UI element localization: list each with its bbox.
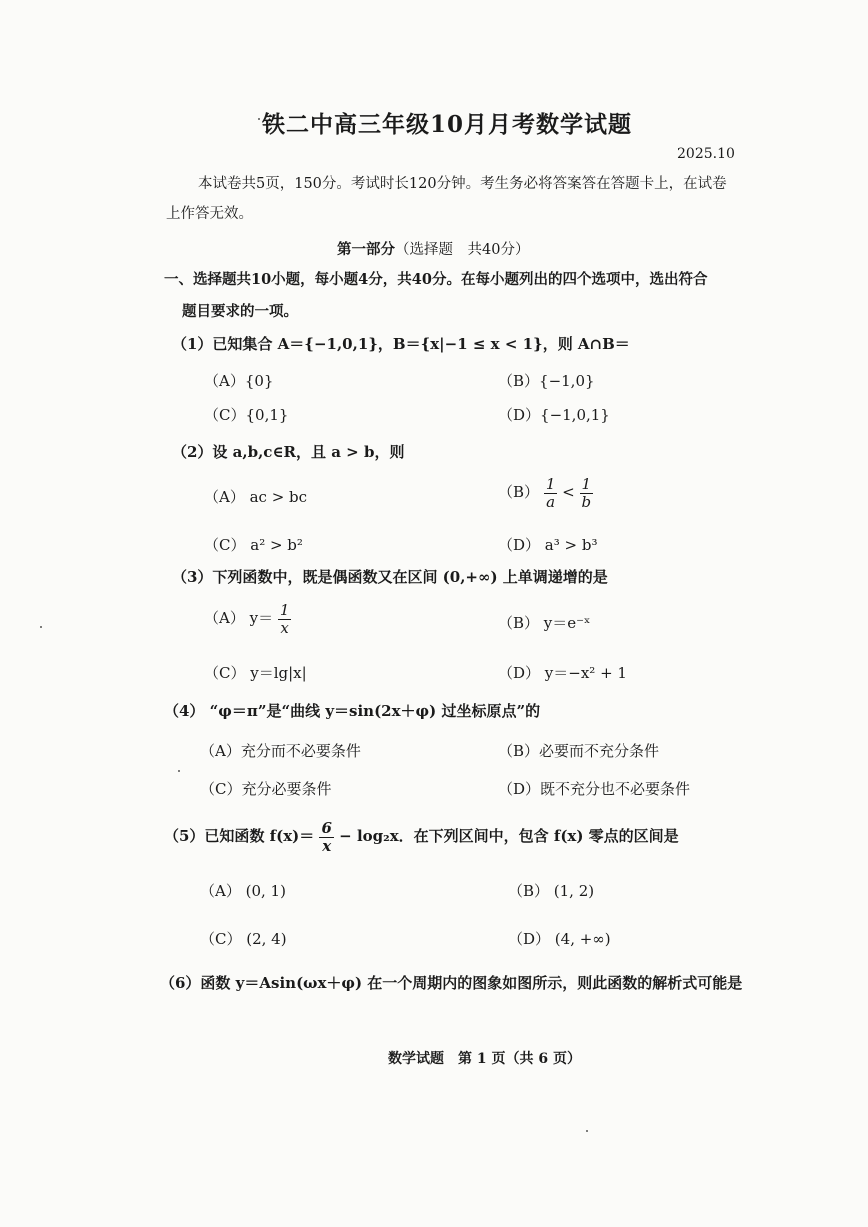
fraction-numerator: 1 bbox=[580, 476, 594, 494]
scan-speck bbox=[258, 118, 260, 120]
scan-speck bbox=[40, 626, 42, 628]
fraction-denominator: x bbox=[280, 618, 289, 637]
fraction-denominator: b bbox=[581, 492, 592, 511]
question-4-stem: （4） “φ＝π”是“曲线 y＝sin(2x＋φ) 过坐标原点”的 bbox=[164, 702, 541, 720]
question-3-option-d: （D） y＝−x² + 1 bbox=[498, 664, 627, 682]
page-footer: 数学试题 第 1 页（共 6 页） bbox=[388, 1051, 581, 1067]
question-6-stem: （6）函数 y＝Asin(ωx＋φ) 在一个周期内的图象如图所示，则此函数的解析式可能是 bbox=[160, 974, 743, 992]
less-than-sign: < bbox=[562, 483, 575, 501]
question-4-option-b: （B）必要而不充分条件 bbox=[498, 742, 660, 760]
part1-heading bbox=[337, 234, 529, 266]
fraction-numerator: 1 bbox=[545, 475, 556, 493]
question-4-option-c: （C）充分必要条件 bbox=[200, 780, 332, 798]
question-2-option-d: （D） a³ > b³ bbox=[498, 536, 598, 554]
question-3-option-b: （B） y＝e⁻ˣ bbox=[498, 614, 591, 632]
question-2-option-a: （A） ac > bc bbox=[204, 488, 308, 506]
question-2-option-b bbox=[498, 476, 593, 510]
question-5-stem-suffix: − log₂x．在下列区间中，包含 f(x) 零点的区间是 bbox=[339, 827, 679, 845]
intro-line-1: 本试卷共5页，150分。考试时长120分钟。考生务必将答案答在答题卡上，在试卷 bbox=[198, 176, 727, 192]
question-2-option-b-label: （B） bbox=[498, 483, 540, 501]
question-4-option-d: （D）既不充分也不必要条件 bbox=[498, 780, 691, 798]
scan-speck bbox=[178, 770, 180, 772]
fraction-denominator: x bbox=[322, 836, 332, 855]
fraction-1-over-a bbox=[544, 476, 558, 510]
question-5-option-c: （C） (2, 4) bbox=[200, 930, 287, 948]
question-5-option-d: （D） (4, +∞) bbox=[508, 930, 611, 948]
question-5-option-a: （A） (0, 1) bbox=[200, 882, 286, 900]
question-5-stem bbox=[164, 820, 679, 854]
fraction-1-over-x bbox=[278, 602, 292, 636]
fraction-numerator: 1 bbox=[279, 601, 290, 619]
question-3-option-a bbox=[204, 602, 291, 636]
fraction-1-over-b bbox=[580, 476, 594, 510]
intro-line-2: 上作答无效。 bbox=[166, 206, 253, 222]
question-1-option-c: （C）{0,1} bbox=[204, 406, 289, 424]
fraction-denominator: a bbox=[546, 492, 556, 511]
fraction-6-over-x bbox=[319, 820, 333, 854]
question-1-option-b: （B）{−1,0} bbox=[498, 372, 595, 390]
question-4-option-a: （A）充分而不必要条件 bbox=[200, 742, 361, 760]
question-2-option-c: （C） a² > b² bbox=[204, 536, 303, 554]
question-3-option-a-label: （A） y＝ bbox=[204, 609, 274, 627]
question-3-option-c: （C） y＝lg|x| bbox=[204, 664, 307, 682]
exam-title: 铁二中高三年级10月月考数学试题 bbox=[262, 111, 633, 138]
part1-heading-sub: （选择题 共40分） bbox=[395, 242, 530, 258]
question-1-stem: （1）已知集合 A＝{−1,0,1}，B＝{x|−1 ≤ x < 1}，则 A∩B＝ bbox=[172, 335, 630, 353]
section1-instruction-line-1: 一、选择题共10小题，每小题4分，共40分。在每小题列出的四个选项中，选出符合 bbox=[164, 271, 708, 288]
question-3-stem: （3）下列函数中，既是偶函数又在区间 (0,+∞) 上单调递增的是 bbox=[172, 568, 608, 586]
scan-speck bbox=[586, 1130, 588, 1132]
question-1-option-a: （A）{0} bbox=[204, 372, 274, 390]
exam-date: 2025.10 bbox=[677, 146, 735, 162]
fraction-numerator: 6 bbox=[321, 819, 332, 837]
part1-heading-main: 第一部分 bbox=[337, 241, 395, 258]
question-5-stem-prefix: （5）已知函数 f(x)＝ bbox=[164, 827, 315, 845]
question-5-option-b: （B） (1, 2) bbox=[508, 882, 595, 900]
question-2-stem: （2）设 a,b,c∈R，且 a > b，则 bbox=[172, 443, 405, 461]
section1-instruction-line-2: 题目要求的一项。 bbox=[182, 303, 298, 320]
question-1-option-d: （D）{−1,0,1} bbox=[498, 406, 610, 424]
